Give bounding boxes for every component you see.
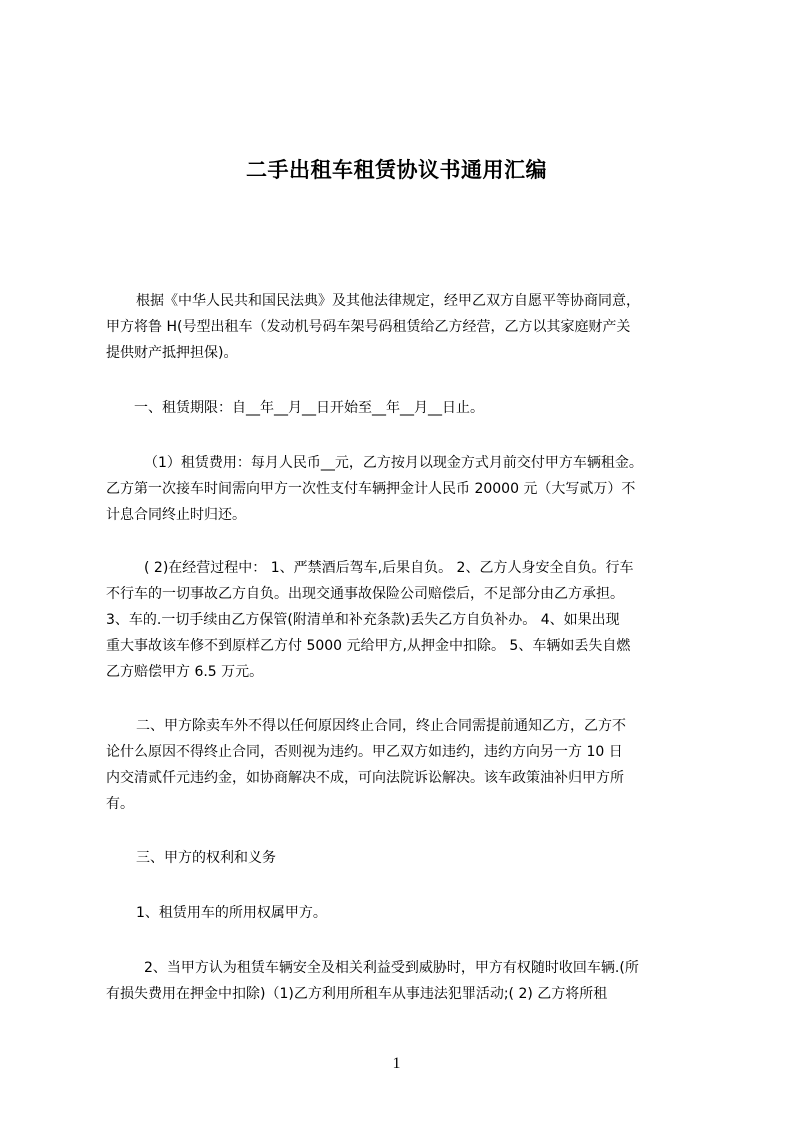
text-line: 重大事故该车修不到原样乙方付 5000 元给甲方,从押金中扣除。 5、车辆如丢失自燃 [106, 638, 631, 654]
text-line: 1、租赁用车的所用权属甲方。 [136, 905, 327, 921]
recall-rights-paragraph [106, 955, 702, 1007]
text-line: 三、甲方的权利和义务 [136, 850, 276, 866]
text-line: 不行车的一切事故乙方自负。出现交通事故保险公司赔偿后，不足部分由乙方承担。 [106, 586, 624, 602]
text-line: 甲方将鲁 H(号型出租车（发动机号码车架号码租赁给乙方经营，乙方以其家庭财产关 [106, 319, 631, 335]
intro-paragraph [106, 288, 702, 366]
text-line: 论什么原因不得终止合同，否则视为违约。甲乙双方如违约，违约方向另一方 10 日 [106, 744, 623, 760]
text-line: 根据《中华人民共和国民法典》及其他法律规定，经甲乙双方自愿平等协商同意， [136, 293, 640, 309]
page-number: 1 [392, 1055, 401, 1072]
text-line: 有损失费用在押金中扣除)（1)乙方利用所租车从事违法犯罪活动;( 2) 乙方将所租 [106, 986, 608, 1002]
section-heading [106, 845, 702, 871]
document-title: 二手出租车租赁协议书通用汇编 [246, 158, 547, 183]
text-line: 2、当甲方认为租赁车辆安全及相关利益受到威胁时，甲方有权随时收回车辆.(所 [144, 960, 639, 976]
text-line: 有。 [106, 796, 134, 812]
text-line: 3、车的.一切手续由乙方保管(附清单和补充条款)丢失乙方自负补办。 4、如果出现 [106, 612, 620, 628]
text-line: 乙方赔偿甲方 6.5 万元。 [106, 664, 264, 680]
text-line: ( 2)在经营过程中： 1、严禁酒后驾车,后果自负。 2、乙方人身安全自负。行车 [144, 560, 634, 576]
text-line: 二、甲方除卖车外不得以任何原因终止合同，终止合同需提前通知乙方，乙方不 [136, 718, 626, 734]
ownership-paragraph [106, 900, 702, 926]
termination-paragraph [106, 713, 702, 817]
text-line: 乙方第一次接车时间需向甲方一次性支付车辆押金计人民币 20000 元（大写贰万）不 [106, 481, 636, 497]
text-line: 一、租赁期限：自__年__月__日开始至__年__月__日止。 [134, 400, 484, 416]
text-line: 内交清贰仟元违约金，如协商解决不成，可向法院诉讼解决。该车政策油补归甲方所 [106, 770, 624, 786]
operation-terms-paragraph [106, 555, 702, 685]
text-line: 提供财产抵押担保)。 [106, 345, 238, 361]
text-line: 计息合同终止时归还。 [106, 507, 246, 523]
lease-fee-paragraph [106, 450, 702, 528]
text-line: （1）租赁费用：每月人民币__元，乙方按月以现金方式月前交付甲方车辆租金。 [144, 455, 643, 471]
lease-term-paragraph [106, 395, 702, 421]
